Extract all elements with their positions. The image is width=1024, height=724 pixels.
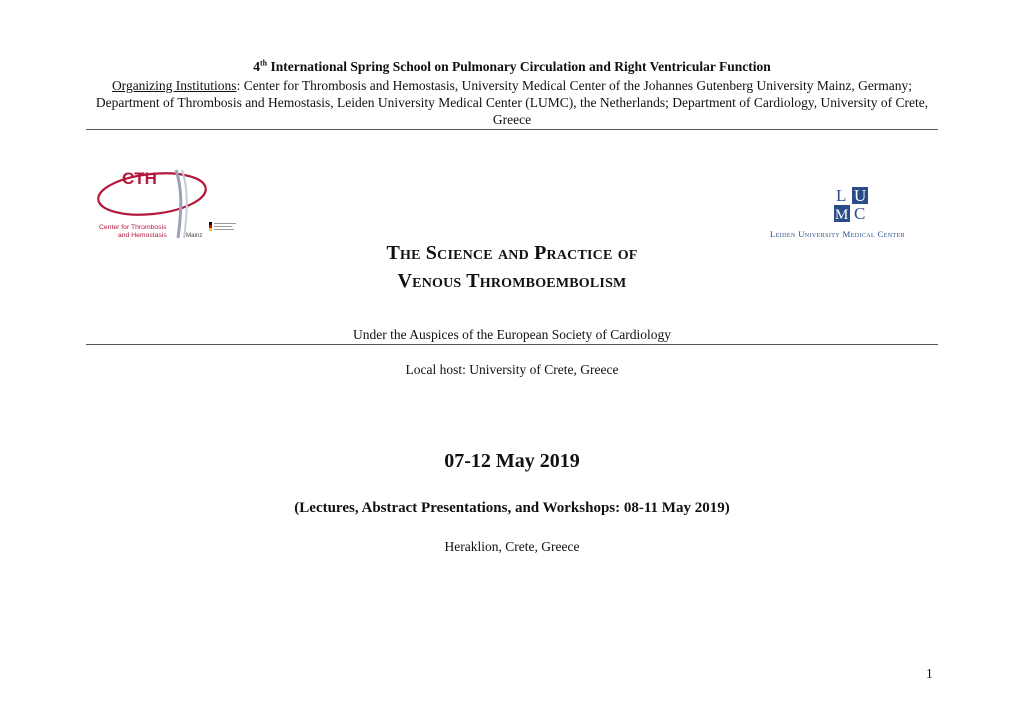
cth-acronym: CTH xyxy=(122,169,157,188)
document-header xyxy=(86,59,938,128)
main-title xyxy=(0,239,1024,295)
event-location: Heraklion, Crete, Greece xyxy=(444,539,580,554)
lumc-letter-c: C xyxy=(854,204,866,223)
lumc-letter-m: M xyxy=(835,207,849,223)
auspices-text: Under the Auspices of the European Society of Cardiology xyxy=(353,327,671,342)
school-ordinal-suffix: th xyxy=(260,58,268,68)
organizing-text: : Center for Thrombosis and Hemostasis, University Medical Center of the Johannes Gutenberg University Mainz, Germany; Department of Thrombosis and Hemostasis, Leiden University Medical Center (LUMC), the Netherlands; Department of Cardiology, University of Crete, Greece xyxy=(95,78,929,127)
organizing-institutions xyxy=(86,77,938,128)
cth-city: Mainz xyxy=(186,232,203,239)
lumc-monogram-icon xyxy=(834,186,868,223)
main-title-line1: The Science and Practice of xyxy=(386,242,638,264)
page-number: 1 xyxy=(926,666,933,681)
lumc-letter-l: L xyxy=(836,186,847,205)
header-divider xyxy=(86,129,938,130)
school-ordinal: 4 xyxy=(253,59,261,74)
lumc-letter-u: U xyxy=(854,186,867,205)
german-flag-icon xyxy=(209,222,236,231)
organizing-label: Organizing Institutions xyxy=(111,78,237,93)
event-dates: 07-12 May 2019 xyxy=(444,450,580,472)
main-title-line2: Venous Thromboembolism xyxy=(397,270,627,292)
lumc-logo xyxy=(768,185,938,241)
auspices-divider xyxy=(86,344,938,345)
program-dates: (Lectures, Abstract Presentations, and Workshops: 08-11 May 2019) xyxy=(294,500,730,516)
lumc-name: Leiden University Medical Center xyxy=(770,229,906,239)
school-title xyxy=(86,59,938,75)
cth-line1: Center for Thrombosis xyxy=(99,224,167,231)
local-host-text: Local host: University of Crete, Greece xyxy=(405,362,619,377)
school-title-text: International Spring School on Pulmonary Circulation and Right Ventricular Function xyxy=(270,59,771,74)
cth-logo xyxy=(96,168,242,244)
cth-line2: and Hemostasis xyxy=(118,232,167,239)
